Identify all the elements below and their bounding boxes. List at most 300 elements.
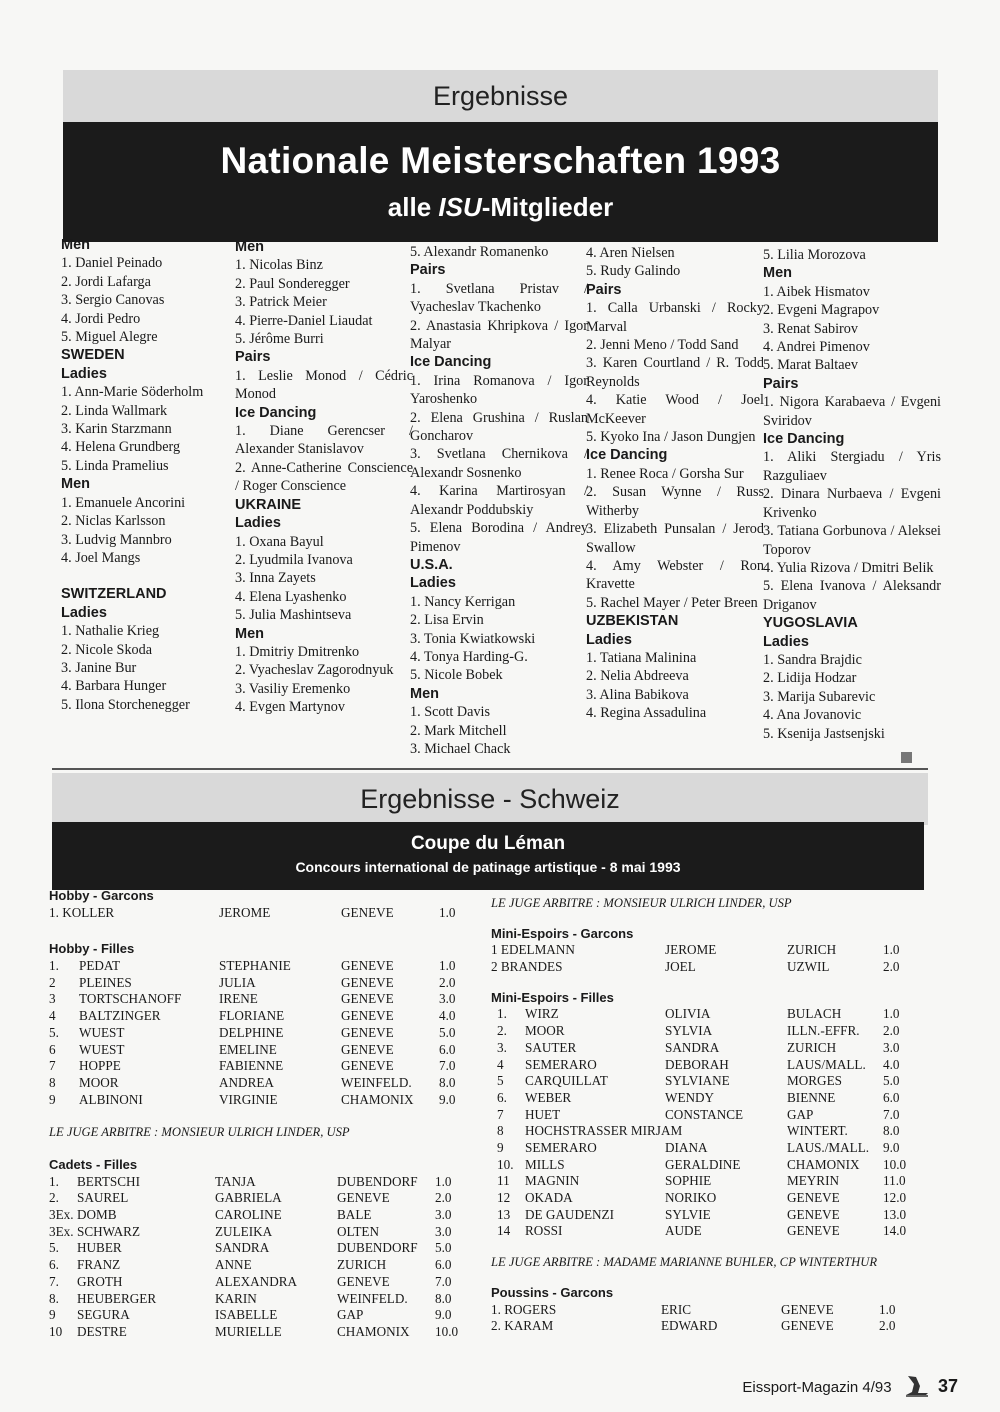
section-heading: Men: [61, 237, 90, 253]
table-row: [49, 1008, 469, 1025]
table-cell: 2.0: [883, 959, 900, 975]
table-row: [491, 1140, 921, 1157]
table-cell: CHAMONIX: [787, 1156, 860, 1172]
table-row: [491, 1302, 921, 1319]
table-row: [491, 1157, 921, 1174]
table-cell: GAP: [787, 1106, 814, 1122]
table-cell: 8.: [49, 1290, 59, 1306]
result-entry: 5. Elena Borodina / Andrey Pimenov: [410, 520, 588, 555]
table-cell: 3.0: [439, 991, 456, 1007]
table-row: [49, 905, 469, 922]
table-cell: 12: [497, 1190, 511, 1206]
table-cell: 10.: [497, 1156, 514, 1172]
result-entry: 1. Leslie Monod / Cédric Monod: [235, 367, 413, 403]
result-entry: 3. Marija Subarevic: [763, 688, 876, 705]
table-cell: 2.0: [879, 1318, 896, 1334]
result-entry: 1. Scott Davis: [410, 704, 490, 721]
table-row: [49, 958, 469, 975]
section-heading: Pairs: [235, 349, 271, 366]
table-cell: STEPHANIE: [219, 958, 291, 974]
table-cell: GENEVE: [341, 1041, 394, 1057]
result-entry: 5. Julia Mashintseva: [235, 607, 352, 624]
skater-logo-icon: [904, 1374, 930, 1402]
table-cell: 8: [497, 1123, 504, 1139]
table-cell: GENEVE: [787, 1223, 840, 1239]
table-cell: HUBER: [77, 1240, 122, 1256]
table-row: [491, 1073, 921, 1090]
band-title-schweiz: Ergebnisse - Schweiz: [360, 784, 620, 814]
table-cell: 1.0: [879, 1301, 896, 1317]
table-cell: 2.0: [439, 974, 456, 990]
result-entry: 2. Niclas Karlsson: [61, 513, 166, 530]
section-heading: Men: [61, 476, 90, 493]
table-cell: 6.0: [439, 1041, 456, 1057]
table-cell: 1.0: [435, 1173, 452, 1189]
section-heading: Men: [763, 265, 792, 282]
table-cell: TORTSCHANOFF: [79, 991, 182, 1007]
table-cell: OLTEN: [337, 1223, 380, 1239]
result-entry: 5. Kyoko Ina / Jason Dungjen: [586, 429, 756, 446]
result-entry: 4. Katie Wood / Joel McKeever: [586, 392, 764, 427]
table-cell: 4: [497, 1056, 504, 1072]
table-cell: 5: [497, 1073, 504, 1089]
table-row: [49, 1307, 469, 1324]
table-cell: 5.: [49, 1240, 59, 1256]
table-cell: 7.0: [435, 1273, 452, 1289]
table-cell: GENEVE: [341, 1058, 394, 1074]
table-cell: GENEVE: [337, 1273, 390, 1289]
table-cell: MOOR: [525, 1023, 565, 1039]
table-cell: ISABELLE: [215, 1307, 278, 1323]
section-heading: UZBEKISTAN: [586, 613, 679, 630]
table-row: [491, 1107, 921, 1124]
table-row: [49, 1058, 469, 1075]
result-entry: 1. Calla Urbanski / Rocky Marval: [586, 300, 764, 335]
result-entry: 4. Jordi Pedro: [61, 310, 141, 327]
table-cell: CONSTANCE: [665, 1106, 744, 1122]
section-heading: Men: [235, 625, 264, 642]
table-cell: GENEVE: [781, 1301, 834, 1317]
result-entry: 1. Nigora Karabaeva / Evgeni Sviridov: [763, 394, 941, 429]
table-cell: CAROLINE: [215, 1207, 282, 1223]
section-heading: Ladies: [763, 633, 809, 650]
result-entry: 2. Nelia Abdreeva: [586, 668, 689, 685]
table-cell: SANDRA: [665, 1039, 720, 1055]
result-entry: 5. Jérôme Burri: [235, 331, 324, 348]
table-row: [491, 1223, 921, 1240]
result-entry: 3. Sergio Canovas: [61, 292, 165, 309]
table-cell: JULIA: [219, 974, 256, 990]
section-heading: U.S.A.: [410, 556, 453, 573]
result-entry: 5. Linda Pramelius: [61, 457, 169, 474]
table-cell: BALTZINGER: [79, 1008, 161, 1024]
table-cell: 8.0: [439, 1074, 456, 1090]
result-entry: 1. Nicolas Binz: [235, 257, 323, 274]
results-column-4: [586, 244, 764, 723]
section-heading: Ladies: [586, 631, 632, 648]
result-entry: 2. Lyudmila Ivanova: [235, 551, 353, 568]
table-cell: 2. KARAM: [491, 1318, 554, 1334]
result-entry: 2. Lisa Ervin: [410, 612, 484, 629]
result-entry: 2. Jordi Lafarga: [61, 273, 151, 290]
table-row: [49, 1174, 469, 1191]
table-cell: MORGES: [787, 1073, 842, 1089]
table-cell: OLIVIA: [665, 1006, 711, 1022]
table-row: [49, 1190, 469, 1207]
table-cell: 9: [49, 1091, 56, 1107]
table-cell: 3.0: [883, 1039, 900, 1055]
result-entry: 3. Tatiana Gorbunova / Aleksei Toporov: [763, 523, 941, 558]
table-cell: GERALDINE: [665, 1156, 741, 1172]
result-entry: 5. Miguel Alegre: [61, 329, 158, 346]
table-cell: ZURICH: [787, 942, 837, 958]
table-cell: SEMERARO: [525, 1056, 597, 1072]
result-entry: 4. Pierre-Daniel Liaudat: [235, 312, 373, 329]
table-cell: 8.0: [883, 1123, 900, 1139]
table-cell: 3: [49, 991, 56, 1007]
table-cell: GENEVE: [341, 991, 394, 1007]
table-cell: 2.0: [883, 1023, 900, 1039]
table-cell: 14.0: [883, 1223, 907, 1239]
table-cell: 3.: [497, 1039, 507, 1055]
table-cell: 1 EDELMANN: [491, 942, 575, 958]
table-cell: ZURICH: [787, 1039, 837, 1055]
table-cell: WEINFELD.: [337, 1290, 408, 1306]
result-entry: 1. Emanuele Ancorini: [61, 494, 186, 511]
result-entry: 5. Ilona Storchenegger: [61, 696, 190, 713]
result-entry: 1. Nancy Kerrigan: [410, 593, 516, 610]
table-cell: JEROME: [665, 942, 717, 958]
table-cell: DEBORAH: [665, 1056, 729, 1072]
table-cell: 1.: [49, 958, 59, 974]
table-cell: FLORIANE: [219, 1008, 285, 1024]
table-cell: PLEINES: [79, 974, 132, 990]
table-cell: EMELINE: [219, 1041, 277, 1057]
table-cell: ALBINONI: [79, 1091, 143, 1107]
result-entry: 2. Lidija Hodzar: [763, 670, 857, 687]
category-table: [491, 1006, 921, 1240]
page-number: 37: [937, 1375, 958, 1396]
table-cell: KARIN: [215, 1290, 257, 1306]
table-cell: 3.0: [435, 1223, 452, 1239]
table-cell: WUEST: [79, 1024, 125, 1040]
table-cell: ZURICH: [337, 1257, 387, 1273]
table-cell: SAUTER: [525, 1039, 577, 1055]
table-row: [49, 1075, 469, 1092]
table-cell: 2 BRANDES: [491, 959, 563, 975]
title-box: [63, 122, 938, 242]
table-row: [491, 1057, 921, 1074]
band-title: Ergebnisse: [432, 81, 569, 111]
table-cell: ILLN.-EFFR.: [787, 1023, 860, 1039]
category-table: [491, 1302, 921, 1335]
table-cell: JOEL: [665, 959, 696, 975]
table-cell: 5.0: [883, 1073, 900, 1089]
judge-note: LE JUGE ARBITRE : MONSIEUR ULRICH LINDER, USP: [491, 896, 792, 910]
table-cell: BERTSCHI: [77, 1173, 140, 1189]
category-title: Hobby - Filles: [49, 941, 135, 957]
table-cell: 10.0: [435, 1323, 459, 1339]
table-cell: WEINFELD.: [341, 1074, 412, 1090]
category-title: Poussins - Garcons: [491, 1284, 614, 1300]
result-entry: 3. Karen Courtland / R. Todd Reynolds: [586, 355, 764, 390]
result-entry: 5. Ksenija Jastsenjski: [763, 725, 885, 742]
table-cell: LAUS./MALL.: [787, 1139, 870, 1155]
table-cell: WENDY: [665, 1089, 715, 1105]
results-column-5: [763, 246, 941, 743]
table-cell: EDWARD: [661, 1318, 718, 1334]
table-cell: WUEST: [79, 1041, 125, 1057]
section-heading: Pairs: [586, 281, 622, 298]
table-row: [49, 1291, 469, 1308]
table-cell: GROTH: [77, 1273, 123, 1289]
table-cell: 9.0: [439, 1091, 456, 1107]
table-row: [49, 975, 469, 992]
table-cell: 6.: [497, 1089, 507, 1105]
result-entry: 5. Elena Ivanova / Aleksandr Driganov: [763, 578, 941, 613]
table-row: [491, 1023, 921, 1040]
result-entry: 3. Janine Bur: [61, 659, 137, 676]
result-entry: 3. Elizabeth Punsalan / Jerod Swallow: [586, 521, 764, 556]
section-band-ergebnisse: [63, 70, 938, 122]
table-row: [491, 959, 921, 976]
table-row: [491, 1173, 921, 1190]
table-cell: 12.0: [883, 1190, 907, 1206]
table-cell: 10: [49, 1323, 63, 1339]
table-cell: HOCHSTRASSER MIRJAM: [525, 1123, 683, 1139]
results-column-3: [410, 243, 588, 758]
table-cell: 11: [497, 1173, 510, 1189]
result-entry: 1. Diane Gerencser / Alexander Stanislavov: [235, 423, 413, 458]
result-entry: 1. Tatiana Malinina: [586, 649, 697, 666]
table-cell: WINTERT.: [787, 1123, 848, 1139]
table-cell: 6: [49, 1041, 56, 1057]
table-row: [49, 1025, 469, 1042]
table-row: [49, 1092, 469, 1109]
table-cell: FRANZ: [77, 1257, 121, 1273]
section-band-schweiz: [52, 773, 928, 825]
table-cell: 1. KOLLER: [49, 904, 115, 920]
table-cell: SOPHIE: [665, 1173, 712, 1189]
table-cell: ZULEIKA: [215, 1223, 273, 1239]
table-cell: 4: [49, 1008, 56, 1024]
table-cell: 9: [497, 1139, 504, 1155]
table-cell: 13: [497, 1206, 511, 1222]
judge-note: LE JUGE ARBITRE : MONSIEUR ULRICH LINDER, USP: [49, 1125, 350, 1140]
table-cell: BALE: [337, 1207, 372, 1223]
table-cell: SYLVIANE: [665, 1073, 730, 1089]
result-entry: 5. Lilia Morozova: [763, 247, 866, 263]
table-cell: GENEVE: [341, 1008, 394, 1024]
result-entry: 4. Andrei Pimenov: [763, 339, 870, 356]
result-entry: 3. Karin Starzmann: [61, 421, 172, 438]
result-entry: 1. Ann-Marie Söderholm: [61, 384, 204, 401]
table-cell: CHAMONIX: [337, 1323, 410, 1339]
table-cell: 2.0: [435, 1190, 452, 1206]
page-footer: [742, 1374, 958, 1402]
result-entry: 3. Vasiliy Eremenko: [235, 680, 351, 697]
category-table: [49, 1174, 469, 1341]
table-cell: GENEVE: [787, 1206, 840, 1222]
result-entry: 4. Karina Martirosyan / Alexandr Poddubskiy: [410, 483, 588, 518]
results-column-2: [235, 238, 413, 717]
table-cell: 5.0: [435, 1240, 452, 1256]
table-cell: 4.0: [883, 1056, 900, 1072]
table-cell: DESTRE: [77, 1323, 127, 1339]
result-entry: 4. Amy Webster / Ron Kravette: [586, 557, 764, 593]
result-entry: 2. Paul Sonderegger: [235, 275, 350, 292]
section-heading: UKRAINE: [235, 496, 302, 513]
table-cell: 7: [497, 1106, 504, 1122]
result-entry: 4. Ana Jovanovic: [763, 707, 862, 724]
section-heading: SWEDEN: [61, 347, 125, 364]
table-cell: ANDREA: [219, 1074, 274, 1090]
table-cell: 6.0: [883, 1089, 900, 1105]
result-entry: 2. Anastasia Khripkova / Igor Malyar: [410, 317, 588, 353]
result-entry: 3. Renat Sabirov: [763, 320, 858, 337]
table-cell: 9.0: [883, 1139, 900, 1155]
table-cell: MAGNIN: [525, 1173, 580, 1189]
table-cell: GAP: [337, 1307, 364, 1323]
table-row: [491, 1318, 921, 1335]
table-cell: 7.: [49, 1273, 59, 1289]
table-cell: 1.0: [883, 1006, 900, 1022]
table-cell: GENEVE: [787, 1190, 840, 1206]
table-row: [49, 1042, 469, 1059]
result-entry: 1. Aliki Stergiadu / Yris Razguliaev: [763, 449, 941, 484]
results-right: [491, 895, 921, 1335]
section-heading: YUGOSLAVIA: [763, 615, 858, 632]
result-entry: 4. Regina Assadulina: [586, 705, 707, 722]
result-entry: 2. Evgeni Magrapov: [763, 302, 880, 319]
table-cell: TANJA: [215, 1173, 256, 1189]
result-entry: 3. Tonia Kwiatkowski: [410, 630, 536, 647]
table-cell: 3Ex.: [49, 1223, 74, 1239]
result-entry: 5. Rachel Mayer / Peter Breen: [586, 594, 758, 611]
result-entry: 5. Alexandr Romanenko: [410, 244, 549, 260]
table-cell: 13.0: [883, 1206, 907, 1222]
table-row: [49, 1240, 469, 1257]
table-cell: MEYRIN: [787, 1173, 840, 1189]
result-entry: 1. Renee Roca / Gorsha Sur: [586, 465, 744, 482]
result-entry: 2. Susan Wynne / Russ Witherby: [586, 484, 764, 519]
table-row: [491, 1006, 921, 1023]
table-cell: SYLVIE: [665, 1206, 711, 1222]
table-row: [49, 1324, 469, 1341]
table-cell: HOPPE: [79, 1058, 121, 1074]
result-entry: 2. Elena Grushina / Ruslan Goncharov: [410, 409, 588, 445]
category-title: Mini-Espoirs - Filles: [491, 989, 614, 1005]
category-table: [49, 958, 469, 1108]
table-row: [49, 1257, 469, 1274]
table-cell: VIRGINIE: [219, 1091, 278, 1107]
table-cell: SEGURA: [77, 1307, 130, 1323]
result-entry: 3. Inna Zayets: [235, 570, 316, 587]
table-row: [491, 1207, 921, 1224]
table-cell: OKADA: [525, 1190, 573, 1206]
section-heading: Pairs: [763, 375, 799, 392]
table-cell: 1.: [497, 1006, 507, 1022]
table-cell: 5.: [49, 1024, 59, 1040]
table-cell: 14: [497, 1223, 511, 1239]
table-cell: 1. ROGERS: [491, 1301, 557, 1317]
result-entry: 4. Helena Grundberg: [61, 439, 181, 456]
section-heading: Ladies: [235, 515, 281, 532]
table-cell: GENEVE: [341, 958, 394, 974]
category-title: Mini-Espoirs - Garcons: [491, 925, 634, 941]
table-row: [491, 1190, 921, 1207]
table-cell: 7.0: [439, 1058, 456, 1074]
table-cell: IRENE: [219, 991, 258, 1007]
results-column-1: [61, 236, 239, 714]
table-row: [491, 1123, 921, 1140]
table-cell: HEUBERGER: [77, 1290, 157, 1306]
table-cell: ROSSI: [525, 1223, 563, 1239]
section-heading: Men: [410, 685, 439, 702]
result-entry: 5. Nicole Bobek: [410, 667, 503, 684]
table-cell: 2.: [49, 1190, 59, 1206]
table-cell: DE GAUDENZI: [525, 1206, 614, 1222]
result-entry: 1. Oxana Bayul: [235, 533, 324, 550]
table-cell: DELPHINE: [219, 1024, 284, 1040]
result-entry: 5. Marat Baltaev: [763, 357, 858, 374]
table-cell: 6.0: [435, 1257, 452, 1273]
table-cell: FABIENNE: [219, 1058, 284, 1074]
event-title-box: [52, 822, 924, 890]
result-entry: 4. Aren Nielsen: [586, 245, 675, 261]
results-left: [49, 888, 469, 1341]
table-cell: LAUS/MALL.: [787, 1056, 866, 1072]
event-subtitle: Concours international de patinage artistique - 8 mai 1993: [295, 859, 681, 875]
table-cell: BULACH: [787, 1006, 842, 1022]
table-cell: 9: [49, 1307, 56, 1323]
table-row: [49, 1274, 469, 1291]
table-cell: GENEVE: [781, 1318, 834, 1334]
table-row: [491, 942, 921, 959]
table-cell: CARQUILLAT: [525, 1073, 608, 1089]
result-entry: 3. Ludvig Mannbro: [61, 531, 172, 548]
event-title: Coupe du Léman: [410, 833, 566, 854]
result-entry: 2. Vyacheslav Zagorodnyuk: [235, 662, 394, 679]
section-heading: Ice Dancing: [586, 447, 668, 464]
table-cell: DIANA: [665, 1139, 708, 1155]
section-heading: Ladies: [61, 365, 107, 382]
section-heading: Pairs: [410, 262, 446, 279]
table-cell: SEMERARO: [525, 1139, 597, 1155]
table-cell: ALEXANDRA: [215, 1273, 298, 1289]
table-cell: 1.0: [439, 904, 456, 920]
table-cell: MILLS: [525, 1156, 565, 1172]
result-entry: 5. Rudy Galindo: [586, 263, 681, 280]
result-entry: 2. Mark Mitchell: [410, 722, 507, 739]
end-square-icon: [901, 752, 912, 763]
table-cell: 5.0: [439, 1024, 456, 1040]
result-entry: 2. Dinara Nurbaeva / Evgeni Krivenko: [763, 486, 941, 521]
section-heading: Ladies: [410, 575, 456, 592]
table-cell: ANNE: [215, 1257, 252, 1273]
judge-note: LE JUGE ARBITRE : MADAME MARIANNE BUHLER, CP WINTERTHUR: [491, 1255, 878, 1270]
category-table: [491, 942, 921, 975]
table-cell: ERIC: [661, 1301, 692, 1317]
table-cell: MURIELLE: [215, 1323, 282, 1339]
result-entry: 1. Aibek Hismatov: [763, 283, 870, 300]
table-cell: GENEVE: [341, 1024, 394, 1040]
result-entry: 3. Patrick Meier: [235, 294, 327, 311]
table-cell: 3.0: [435, 1207, 452, 1223]
result-entry: 2. Jenni Meno / Todd Sand: [586, 337, 739, 354]
divider: [52, 768, 928, 770]
table-cell: HUET: [525, 1106, 561, 1122]
